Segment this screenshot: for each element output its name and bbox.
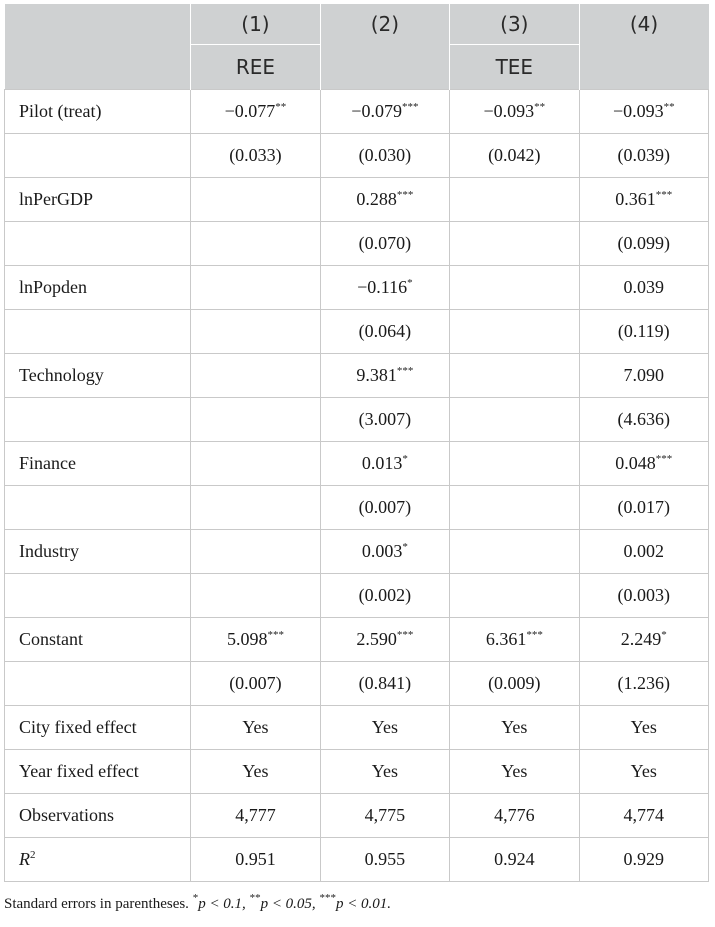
cell-value: 0.048	[615, 453, 656, 473]
table-cell	[579, 838, 708, 882]
table-row	[5, 706, 709, 750]
table-cell	[450, 398, 579, 442]
table-cell	[320, 750, 449, 794]
cell-value: 4,777	[235, 805, 276, 825]
table-cell	[191, 574, 320, 618]
regression-table	[4, 4, 709, 882]
significance-stars: **	[275, 101, 287, 113]
row-label: City fixed effect	[5, 706, 191, 750]
table-cell	[579, 442, 708, 486]
cell-value: 0.924	[494, 849, 535, 869]
significance-stars: ***	[267, 629, 284, 641]
column-header-2: (2)	[320, 4, 449, 45]
row-label: lnPopden	[5, 266, 191, 310]
cell-value: 0.039	[623, 277, 665, 297]
cell-value: −0.093	[483, 101, 535, 121]
table-cell	[579, 618, 708, 662]
significance-stars: ***	[401, 101, 419, 113]
cell-value: 0.955	[364, 849, 406, 869]
table-cell	[191, 310, 320, 354]
table-row	[5, 222, 709, 266]
table-cell	[450, 662, 579, 706]
cell-value: 0.288	[356, 189, 397, 209]
significance-stars: ***	[396, 189, 414, 201]
table-row	[5, 618, 709, 662]
cell-value: −0.077	[224, 101, 276, 121]
table-row	[5, 310, 709, 354]
table-row	[5, 838, 709, 882]
table-cell	[191, 354, 320, 398]
table-cell	[191, 838, 320, 882]
table-row	[5, 442, 709, 486]
table-row	[5, 354, 709, 398]
table-cell	[320, 442, 449, 486]
row-label-superscript: 2	[30, 849, 36, 861]
table-cell	[579, 310, 708, 354]
cell-value: (0.070)	[358, 233, 412, 253]
significance-stars: ***	[526, 629, 543, 641]
table-cell	[191, 398, 320, 442]
table-cell	[191, 442, 320, 486]
row-label	[5, 662, 191, 706]
significance-stars: ***	[396, 629, 414, 641]
significance-stars: *	[661, 629, 667, 641]
cell-value: 9.381	[356, 365, 397, 385]
cell-value: 2.249	[620, 629, 662, 649]
cell-value: 0.013	[361, 453, 403, 473]
cell-value: −0.093	[612, 101, 664, 121]
cell-value: (0.039)	[617, 145, 671, 165]
column-header-3: (3)	[450, 4, 579, 45]
table-cell	[191, 706, 320, 750]
table-cell	[579, 134, 708, 178]
cell-value: −0.079	[351, 101, 402, 121]
table-row	[5, 134, 709, 178]
footnote-star-1: *	[192, 892, 199, 904]
table-row	[5, 90, 709, 134]
cell-value: (1.236)	[617, 673, 671, 693]
table-cell	[579, 266, 708, 310]
column-header-1: (1)	[191, 4, 320, 45]
footnote-p3: p < 0.01.	[335, 896, 392, 912]
significance-stars: *	[407, 277, 413, 289]
footnote-p1: p < 0.1,	[198, 896, 250, 912]
table-cell	[320, 662, 449, 706]
table-cell	[579, 222, 708, 266]
row-label: Pilot (treat)	[5, 90, 191, 134]
table-row	[5, 750, 709, 794]
table-cell	[450, 178, 579, 222]
significance-stars: **	[534, 101, 546, 113]
table-cell	[191, 222, 320, 266]
cell-value: Yes	[371, 761, 398, 781]
column-header-4: (4)	[579, 4, 708, 45]
table-row	[5, 398, 709, 442]
row-label-text: R	[19, 849, 30, 869]
table-row	[5, 794, 709, 838]
table-cell	[320, 398, 449, 442]
table-cell	[579, 750, 708, 794]
regression-table-container	[4, 4, 709, 882]
table-cell	[191, 662, 320, 706]
cell-value: 4,774	[623, 805, 665, 825]
table-header	[5, 4, 709, 90]
footnote-lead: Standard errors in parentheses.	[4, 896, 193, 912]
table-cell	[579, 794, 708, 838]
table-cell	[579, 574, 708, 618]
row-label	[5, 838, 191, 882]
cell-value: (0.033)	[229, 145, 282, 165]
significance-stars: *	[402, 541, 408, 553]
table-cell	[191, 530, 320, 574]
row-label: Technology	[5, 354, 191, 398]
cell-value: 4,776	[494, 805, 535, 825]
significance-stars: ***	[396, 365, 414, 377]
cell-value: 0.929	[623, 849, 665, 869]
row-label	[5, 574, 191, 618]
table-cell	[450, 222, 579, 266]
table-cell	[320, 794, 449, 838]
table-cell	[450, 530, 579, 574]
table-cell	[579, 398, 708, 442]
table-cell	[450, 574, 579, 618]
table-row	[5, 486, 709, 530]
outcome-header-1: REE	[191, 45, 320, 90]
table-cell	[320, 90, 449, 134]
table-cell	[191, 618, 320, 662]
cell-value: (0.009)	[488, 673, 541, 693]
table-cell	[450, 618, 579, 662]
table-cell	[579, 354, 708, 398]
table-row	[5, 574, 709, 618]
table-cell	[450, 266, 579, 310]
outcome-header-4	[579, 45, 708, 90]
cell-value: Yes	[630, 717, 657, 737]
table-body	[5, 90, 709, 882]
outcome-header-3: TEE	[450, 45, 579, 90]
table-cell	[579, 178, 708, 222]
header-row-outcomes	[5, 45, 709, 90]
header-corner	[5, 4, 191, 45]
table-cell	[191, 486, 320, 530]
cell-value: 0.951	[235, 849, 276, 869]
cell-value: (4.636)	[617, 409, 671, 429]
cell-value: (0.017)	[617, 497, 671, 517]
row-label: lnPerGDP	[5, 178, 191, 222]
table-row	[5, 662, 709, 706]
table-cell	[450, 794, 579, 838]
footnote-p2: p < 0.05,	[260, 896, 320, 912]
row-label: Finance	[5, 442, 191, 486]
significance-stars: ***	[655, 189, 673, 201]
cell-value: Yes	[242, 761, 269, 781]
header-row-columns	[5, 4, 709, 45]
table-cell	[450, 442, 579, 486]
row-label	[5, 486, 191, 530]
row-label: Constant	[5, 618, 191, 662]
cell-value: (0.064)	[358, 321, 412, 341]
row-label	[5, 310, 191, 354]
cell-value: 2.590	[356, 629, 397, 649]
table-cell	[450, 134, 579, 178]
cell-value: Yes	[501, 717, 528, 737]
table-cell	[191, 178, 320, 222]
table-cell	[320, 706, 449, 750]
footnote-star-2: **	[249, 892, 261, 904]
cell-value: (0.003)	[617, 585, 671, 605]
cell-value: (0.042)	[488, 145, 541, 165]
significance-stars: ***	[655, 453, 673, 465]
table-cell	[320, 134, 449, 178]
table-cell	[579, 90, 708, 134]
cell-value: Yes	[371, 717, 398, 737]
table-cell	[320, 266, 449, 310]
table-cell	[450, 486, 579, 530]
row-label	[5, 222, 191, 266]
row-label: Industry	[5, 530, 191, 574]
row-label: Observations	[5, 794, 191, 838]
table-cell	[320, 354, 449, 398]
cell-value: (0.007)	[358, 497, 412, 517]
outcome-header-2	[320, 45, 449, 90]
table-cell	[450, 706, 579, 750]
table-cell	[320, 486, 449, 530]
table-cell	[579, 706, 708, 750]
cell-value: (0.030)	[358, 145, 412, 165]
table-cell	[450, 310, 579, 354]
cell-value: (0.007)	[229, 673, 282, 693]
table-footnote	[4, 892, 391, 913]
cell-value: (3.007)	[358, 409, 412, 429]
row-label: Year fixed effect	[5, 750, 191, 794]
header-corner-sub	[5, 45, 191, 90]
table-cell	[450, 90, 579, 134]
table-cell	[320, 574, 449, 618]
cell-value: Yes	[630, 761, 657, 781]
table-cell	[450, 750, 579, 794]
table-cell	[191, 750, 320, 794]
table-cell	[191, 134, 320, 178]
table-cell	[320, 178, 449, 222]
table-row	[5, 266, 709, 310]
cell-value: 4,775	[364, 805, 406, 825]
cell-value: 0.361	[615, 189, 656, 209]
table-cell	[579, 486, 708, 530]
table-cell	[320, 530, 449, 574]
table-cell	[450, 354, 579, 398]
table-cell	[320, 222, 449, 266]
table-cell	[191, 266, 320, 310]
significance-stars: *	[402, 453, 408, 465]
cell-value: (0.119)	[617, 321, 670, 341]
row-label	[5, 398, 191, 442]
cell-value: 6.361	[485, 629, 527, 649]
cell-value: Yes	[242, 717, 269, 737]
table-cell	[320, 310, 449, 354]
cell-value: 5.098	[226, 629, 268, 649]
table-cell	[579, 530, 708, 574]
table-cell	[320, 618, 449, 662]
cell-value: (0.099)	[617, 233, 671, 253]
cell-value: (0.002)	[358, 585, 412, 605]
table-cell	[579, 662, 708, 706]
cell-value: Yes	[501, 761, 528, 781]
cell-value: (0.841)	[358, 673, 412, 693]
table-cell	[450, 838, 579, 882]
significance-stars: **	[663, 101, 675, 113]
row-label	[5, 134, 191, 178]
cell-value: 0.002	[623, 541, 665, 561]
cell-value: −0.116	[357, 277, 408, 297]
table-row	[5, 178, 709, 222]
footnote-star-3: ***	[319, 892, 336, 904]
table-cell	[191, 794, 320, 838]
table-cell	[191, 90, 320, 134]
cell-value: 0.003	[361, 541, 403, 561]
table-cell	[320, 838, 449, 882]
table-row	[5, 530, 709, 574]
cell-value: 7.090	[623, 365, 665, 385]
